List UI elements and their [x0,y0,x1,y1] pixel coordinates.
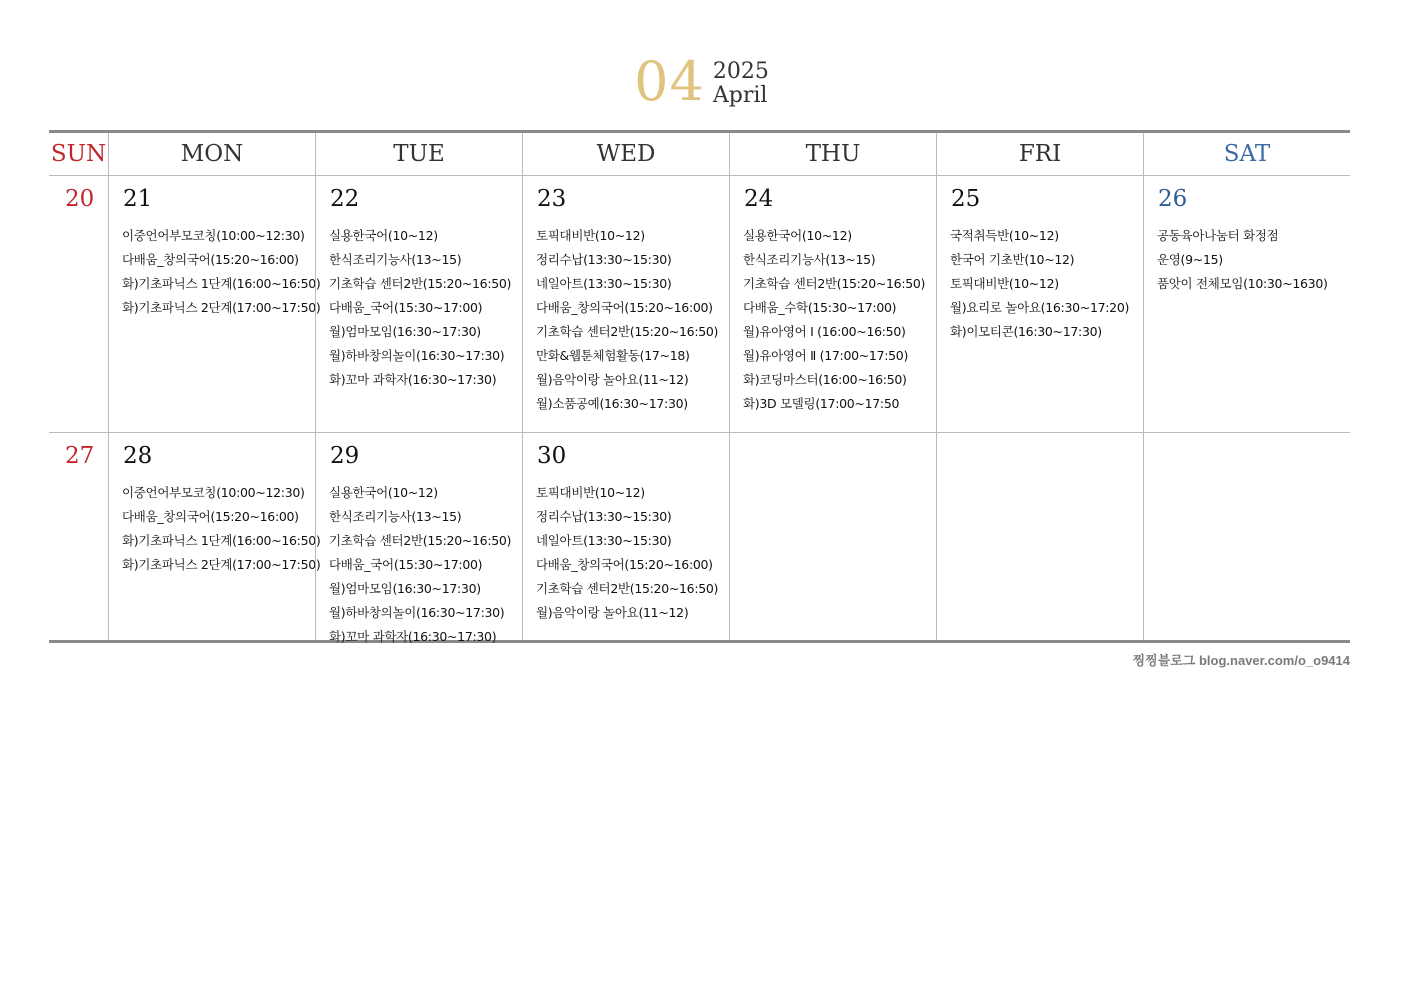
event-item: 네일아트(13:30~15:30) [536,533,672,548]
event-item: 화)3D 모델링(17:00~17:50 [743,396,900,411]
day-cell [729,433,936,640]
week-row [49,176,1350,433]
event-item: 화)이모티콘(16:30~17:30) [950,324,1102,339]
day-number: 26 [1158,186,1188,212]
event-list [536,481,735,625]
event-list [743,224,942,416]
event-item: 실용한국어(10~12) [329,485,438,500]
year-label: 2025 [712,59,769,84]
event-item: 공동육아나눔터 화정점 [1157,228,1279,243]
event-item: 월)요리로 놀아요(16:30~17:20) [950,300,1130,315]
event-item: 다배움_창의국어(15:20~16:00) [536,557,713,572]
event-item: 한식조리기능사(13~15) [329,252,462,267]
day-number: 25 [951,186,981,212]
event-item: 네일아트(13:30~15:30) [536,276,672,291]
event-item: 화)기초파닉스 1단계(16:00~16:50) [122,533,321,548]
event-item: 한식조리기능사(13~15) [743,252,876,267]
day-cell [936,433,1143,640]
event-item: 한국어 기초반(10~12) [950,252,1075,267]
month-meta [713,60,769,110]
day-number: 29 [330,443,360,469]
event-item: 월)음악이랑 놀아요(11~12) [536,605,689,620]
day-cell [49,433,108,640]
day-cell [522,176,729,432]
event-item: 토픽대비반(10~12) [536,228,645,243]
event-item: 월)유아영어 Ⅰ (16:00~16:50) [743,324,906,339]
month-name-label: April [712,83,768,108]
event-item: 다배움_창의국어(15:20~16:00) [122,509,299,524]
event-item: 월)하바창의놀이(16:30~17:30) [329,348,505,363]
event-item: 다배움_국어(15:30~17:00) [329,557,483,572]
event-item: 한식조리기능사(13~15) [329,509,462,524]
event-list [536,224,735,416]
dow-sun: SUN [50,141,107,167]
event-list [329,481,528,649]
event-item: 기초학습 센터2반(15:20~16:50) [536,324,719,339]
day-number: 28 [123,443,153,469]
event-item: 기초학습 센터2반(15:20~16:50) [743,276,926,291]
event-item: 월)음악이랑 놀아요(11~12) [536,372,689,387]
event-item: 실용한국어(10~12) [329,228,438,243]
event-item: 토픽대비반(10~12) [536,485,645,500]
dow-fri: FRI [1018,141,1062,167]
day-cell [49,176,108,432]
event-list [122,224,321,320]
calendar-header [0,50,1403,113]
event-item: 월)하바창의놀이(16:30~17:30) [329,605,505,620]
event-item: 화)꼬마 과학자(16:30~17:30) [329,372,497,387]
dow-mon: MON [180,141,244,167]
day-cell [1143,433,1350,640]
day-cell [108,433,321,640]
day-number: 24 [744,186,774,212]
day-number: 27 [65,443,95,469]
event-item: 정리수납(13:30~15:30) [536,509,672,524]
event-item: 월)소품공예(16:30~17:30) [536,396,688,411]
dow-thu: THU [805,141,861,167]
day-cell [1143,176,1350,432]
calendar-grid [49,130,1350,643]
event-item: 다배움_창의국어(15:20~16:00) [536,300,713,315]
event-list [1157,224,1356,296]
month-number: 04 [634,50,705,113]
event-item: 화)기초파닉스 1단계(16:00~16:50) [122,276,321,291]
day-cell [729,176,936,432]
event-item: 화)꼬마 과학자(16:30~17:30) [329,629,497,644]
day-cell [315,176,522,432]
day-cell [936,176,1143,432]
event-item: 운영(9~15) [1157,252,1223,267]
dow-tue: TUE [393,141,445,167]
event-item: 이중언어부모코칭(10:00~12:30) [122,485,305,500]
day-number: 21 [123,186,153,212]
blog-footer: 찡찡블로그 blog.naver.com/o_o9414 [1132,653,1350,668]
event-item: 토픽대비반(10~12) [950,276,1059,291]
event-item: 화)기초파닉스 2단계(17:00~17:50) [122,300,321,315]
event-item: 기초학습 센터2반(15:20~16:50) [329,276,512,291]
event-item: 화)기초파닉스 2단계(17:00~17:50) [122,557,321,572]
event-list [329,224,528,392]
event-item: 다배움_국어(15:30~17:00) [329,300,483,315]
day-number: 23 [537,186,567,212]
event-item: 화)코딩마스터(16:00~16:50) [743,372,907,387]
day-number: 20 [65,186,95,212]
day-cell [108,176,321,432]
week-row [49,433,1350,644]
event-item: 다배움_창의국어(15:20~16:00) [122,252,299,267]
dow-sat: SAT [1223,141,1271,167]
dow-wed: WED [596,141,656,167]
event-list [122,481,321,577]
event-item: 만화&웹툰체험활동(17~18) [536,348,690,363]
day-cell [522,433,729,640]
event-item: 다배움_수학(15:30~17:00) [743,300,897,315]
event-list [950,224,1149,344]
event-item: 기초학습 센터2반(15:20~16:50) [329,533,512,548]
day-number: 22 [330,186,360,212]
event-item: 이중언어부모코칭(10:00~12:30) [122,228,305,243]
event-item: 월)유아영어 Ⅱ (17:00~17:50) [743,348,909,363]
event-item: 월)엄마모임(16:30~17:30) [329,581,481,596]
day-cell [315,433,522,644]
event-item: 국적취득반(10~12) [950,228,1059,243]
day-of-week-row [49,133,1350,176]
event-item: 월)엄마모임(16:30~17:30) [329,324,481,339]
event-item: 기초학습 센터2반(15:20~16:50) [536,581,719,596]
event-item: 정리수납(13:30~15:30) [536,252,672,267]
event-item: 품앗이 전체모임(10:30~1630) [1157,276,1328,291]
event-item: 실용한국어(10~12) [743,228,852,243]
day-number: 30 [537,443,567,469]
